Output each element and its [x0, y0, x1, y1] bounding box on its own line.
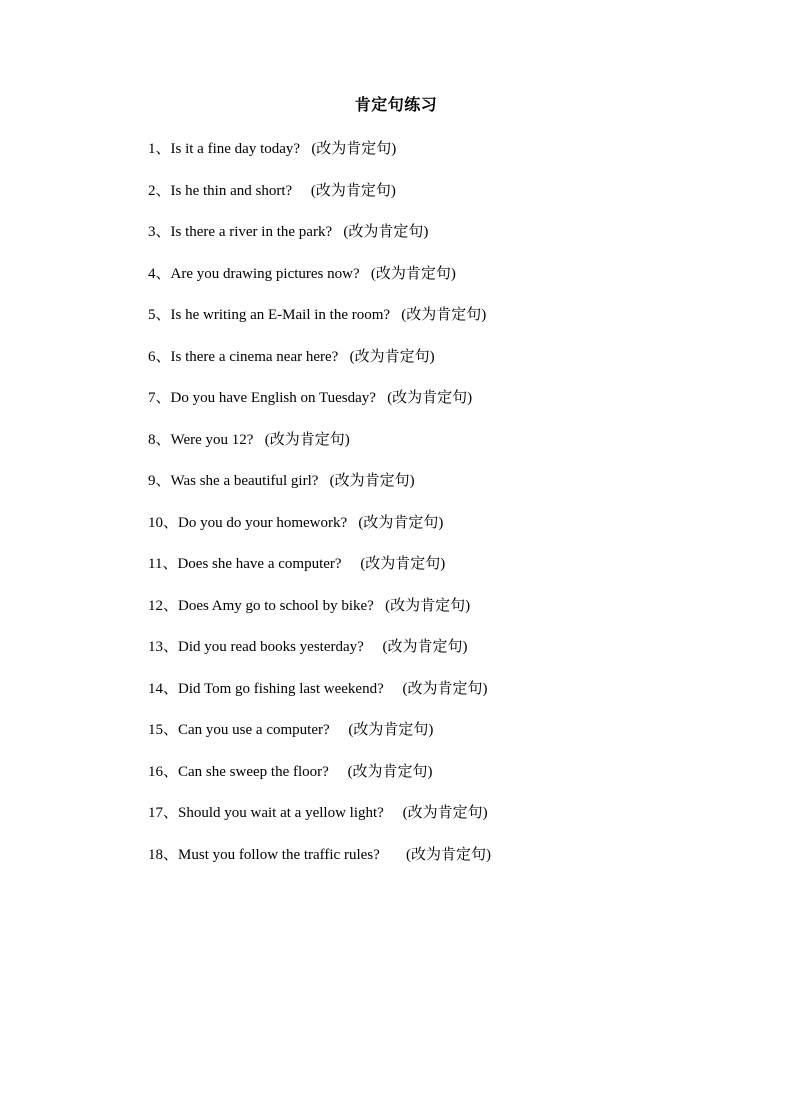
- exercise-number: 11、: [148, 556, 178, 572]
- exercise-instruction: (改为肯定句): [402, 680, 488, 697]
- exercise-instruction: (改为肯定句): [358, 514, 444, 531]
- exercise-question: Can you use a computer?: [178, 722, 330, 738]
- exercise-item: [148, 637, 708, 679]
- exercise-item: [148, 513, 708, 555]
- exercise-item: [148, 139, 708, 181]
- exercise-item: [148, 720, 708, 762]
- exercise-gap: [347, 515, 358, 531]
- exercise-list: [148, 139, 708, 886]
- exercise-question: Did Tom go fishing last weekend?: [178, 680, 384, 697]
- exercise-number: 4、: [148, 265, 171, 282]
- exercise-question: Were you 12?: [170, 431, 254, 448]
- exercise-number: 9、: [148, 473, 171, 489]
- exercise-gap: [384, 805, 403, 821]
- exercise-instruction: (改为肯定句): [406, 846, 492, 863]
- exercise-number: 15、: [148, 722, 179, 738]
- exercise-gap: [332, 224, 343, 240]
- exercise-gap: [253, 432, 264, 448]
- exercise-question: Is he writing an E-Mail in the room?: [170, 307, 391, 323]
- exercise-question: Do you do your homework?: [178, 514, 348, 531]
- exercise-number: 12、: [148, 597, 179, 614]
- exercise-item: [148, 471, 708, 513]
- exercise-gap: [300, 141, 311, 157]
- exercise-instruction: (改为肯定句): [401, 307, 487, 323]
- exercise-instruction: (改为肯定句): [329, 473, 415, 489]
- exercise-gap: [342, 556, 361, 572]
- exercise-question: Is there a cinema near here?: [170, 348, 339, 365]
- exercise-question: Should you wait at a yellow light?: [178, 805, 384, 821]
- exercise-question: Did you read books yesterday?: [178, 639, 364, 655]
- exercise-gap: [292, 183, 311, 199]
- exercise-number: 7、: [148, 390, 171, 406]
- exercise-instruction: (改为肯定句): [382, 639, 468, 655]
- exercise-instruction: (改为肯定句): [310, 182, 396, 199]
- exercise-item: [148, 845, 708, 887]
- exercise-instruction: (改为肯定句): [349, 348, 435, 365]
- exercise-gap: [338, 349, 349, 365]
- exercise-item: [148, 347, 708, 389]
- exercise-number: 3、: [148, 224, 171, 240]
- exercise-question: Is he thin and short?: [170, 182, 293, 199]
- exercise-item: [148, 305, 708, 347]
- exercise-number: 16、: [148, 763, 179, 780]
- exercise-gap: [390, 307, 401, 323]
- exercise-number: 17、: [148, 805, 179, 821]
- exercise-gap: [384, 681, 403, 697]
- exercise-instruction: (改为肯定句): [347, 763, 433, 780]
- exercise-gap: [376, 390, 387, 406]
- exercise-number: 1、: [148, 141, 171, 157]
- exercise-number: 6、: [148, 348, 171, 365]
- exercise-number: 10、: [148, 514, 179, 531]
- exercise-number: 5、: [148, 307, 171, 323]
- exercise-instruction: (改为肯定句): [360, 556, 446, 572]
- exercise-question: Must you follow the traffic rules?: [178, 846, 380, 863]
- exercise-number: 13、: [148, 639, 179, 655]
- exercise-gap: [329, 764, 348, 780]
- exercise-item: [148, 803, 708, 845]
- exercise-gap: [380, 847, 406, 863]
- exercise-gap: [364, 639, 383, 655]
- exercise-gap: [374, 598, 385, 614]
- exercise-question: Was she a beautiful girl?: [170, 473, 319, 489]
- exercise-question: Can she sweep the floor?: [178, 763, 329, 780]
- exercise-instruction: (改为肯定句): [264, 431, 350, 448]
- exercise-item: [148, 222, 708, 264]
- exercise-gap: [330, 722, 349, 738]
- exercise-item: [148, 554, 708, 596]
- exercise-instruction: (改为肯定句): [385, 597, 471, 614]
- exercise-gap: [360, 266, 371, 282]
- exercise-item: [148, 388, 708, 430]
- exercise-gap: [318, 473, 329, 489]
- exercise-question: Is it a fine day today?: [170, 141, 301, 157]
- exercise-question: Does Amy go to school by bike?: [178, 597, 374, 614]
- exercise-instruction: (改为肯定句): [348, 722, 434, 738]
- exercise-instruction: (改为肯定句): [402, 805, 488, 821]
- exercise-question: Do you have English on Tuesday?: [170, 390, 376, 406]
- exercise-number: 2、: [148, 182, 171, 199]
- exercise-question: Is there a river in the park?: [170, 224, 333, 240]
- exercise-instruction: (改为肯定句): [343, 224, 429, 240]
- exercise-item: [148, 430, 708, 472]
- exercise-number: 14、: [148, 680, 179, 697]
- exercise-instruction: (改为肯定句): [387, 390, 473, 406]
- exercise-question: Does she have a computer?: [177, 556, 342, 572]
- page-title: 肯定句练习: [354, 97, 438, 114]
- exercise-item: [148, 264, 708, 306]
- exercise-question: Are you drawing pictures now?: [170, 265, 360, 282]
- exercise-instruction: (改为肯定句): [370, 265, 456, 282]
- exercise-item: [148, 181, 708, 223]
- exercise-item: [148, 679, 708, 721]
- exercise-item: [148, 596, 708, 638]
- exercise-number: 18、: [148, 846, 179, 863]
- exercise-number: 8、: [148, 431, 171, 448]
- exercise-instruction: (改为肯定句): [311, 141, 397, 157]
- exercise-item: [148, 762, 708, 804]
